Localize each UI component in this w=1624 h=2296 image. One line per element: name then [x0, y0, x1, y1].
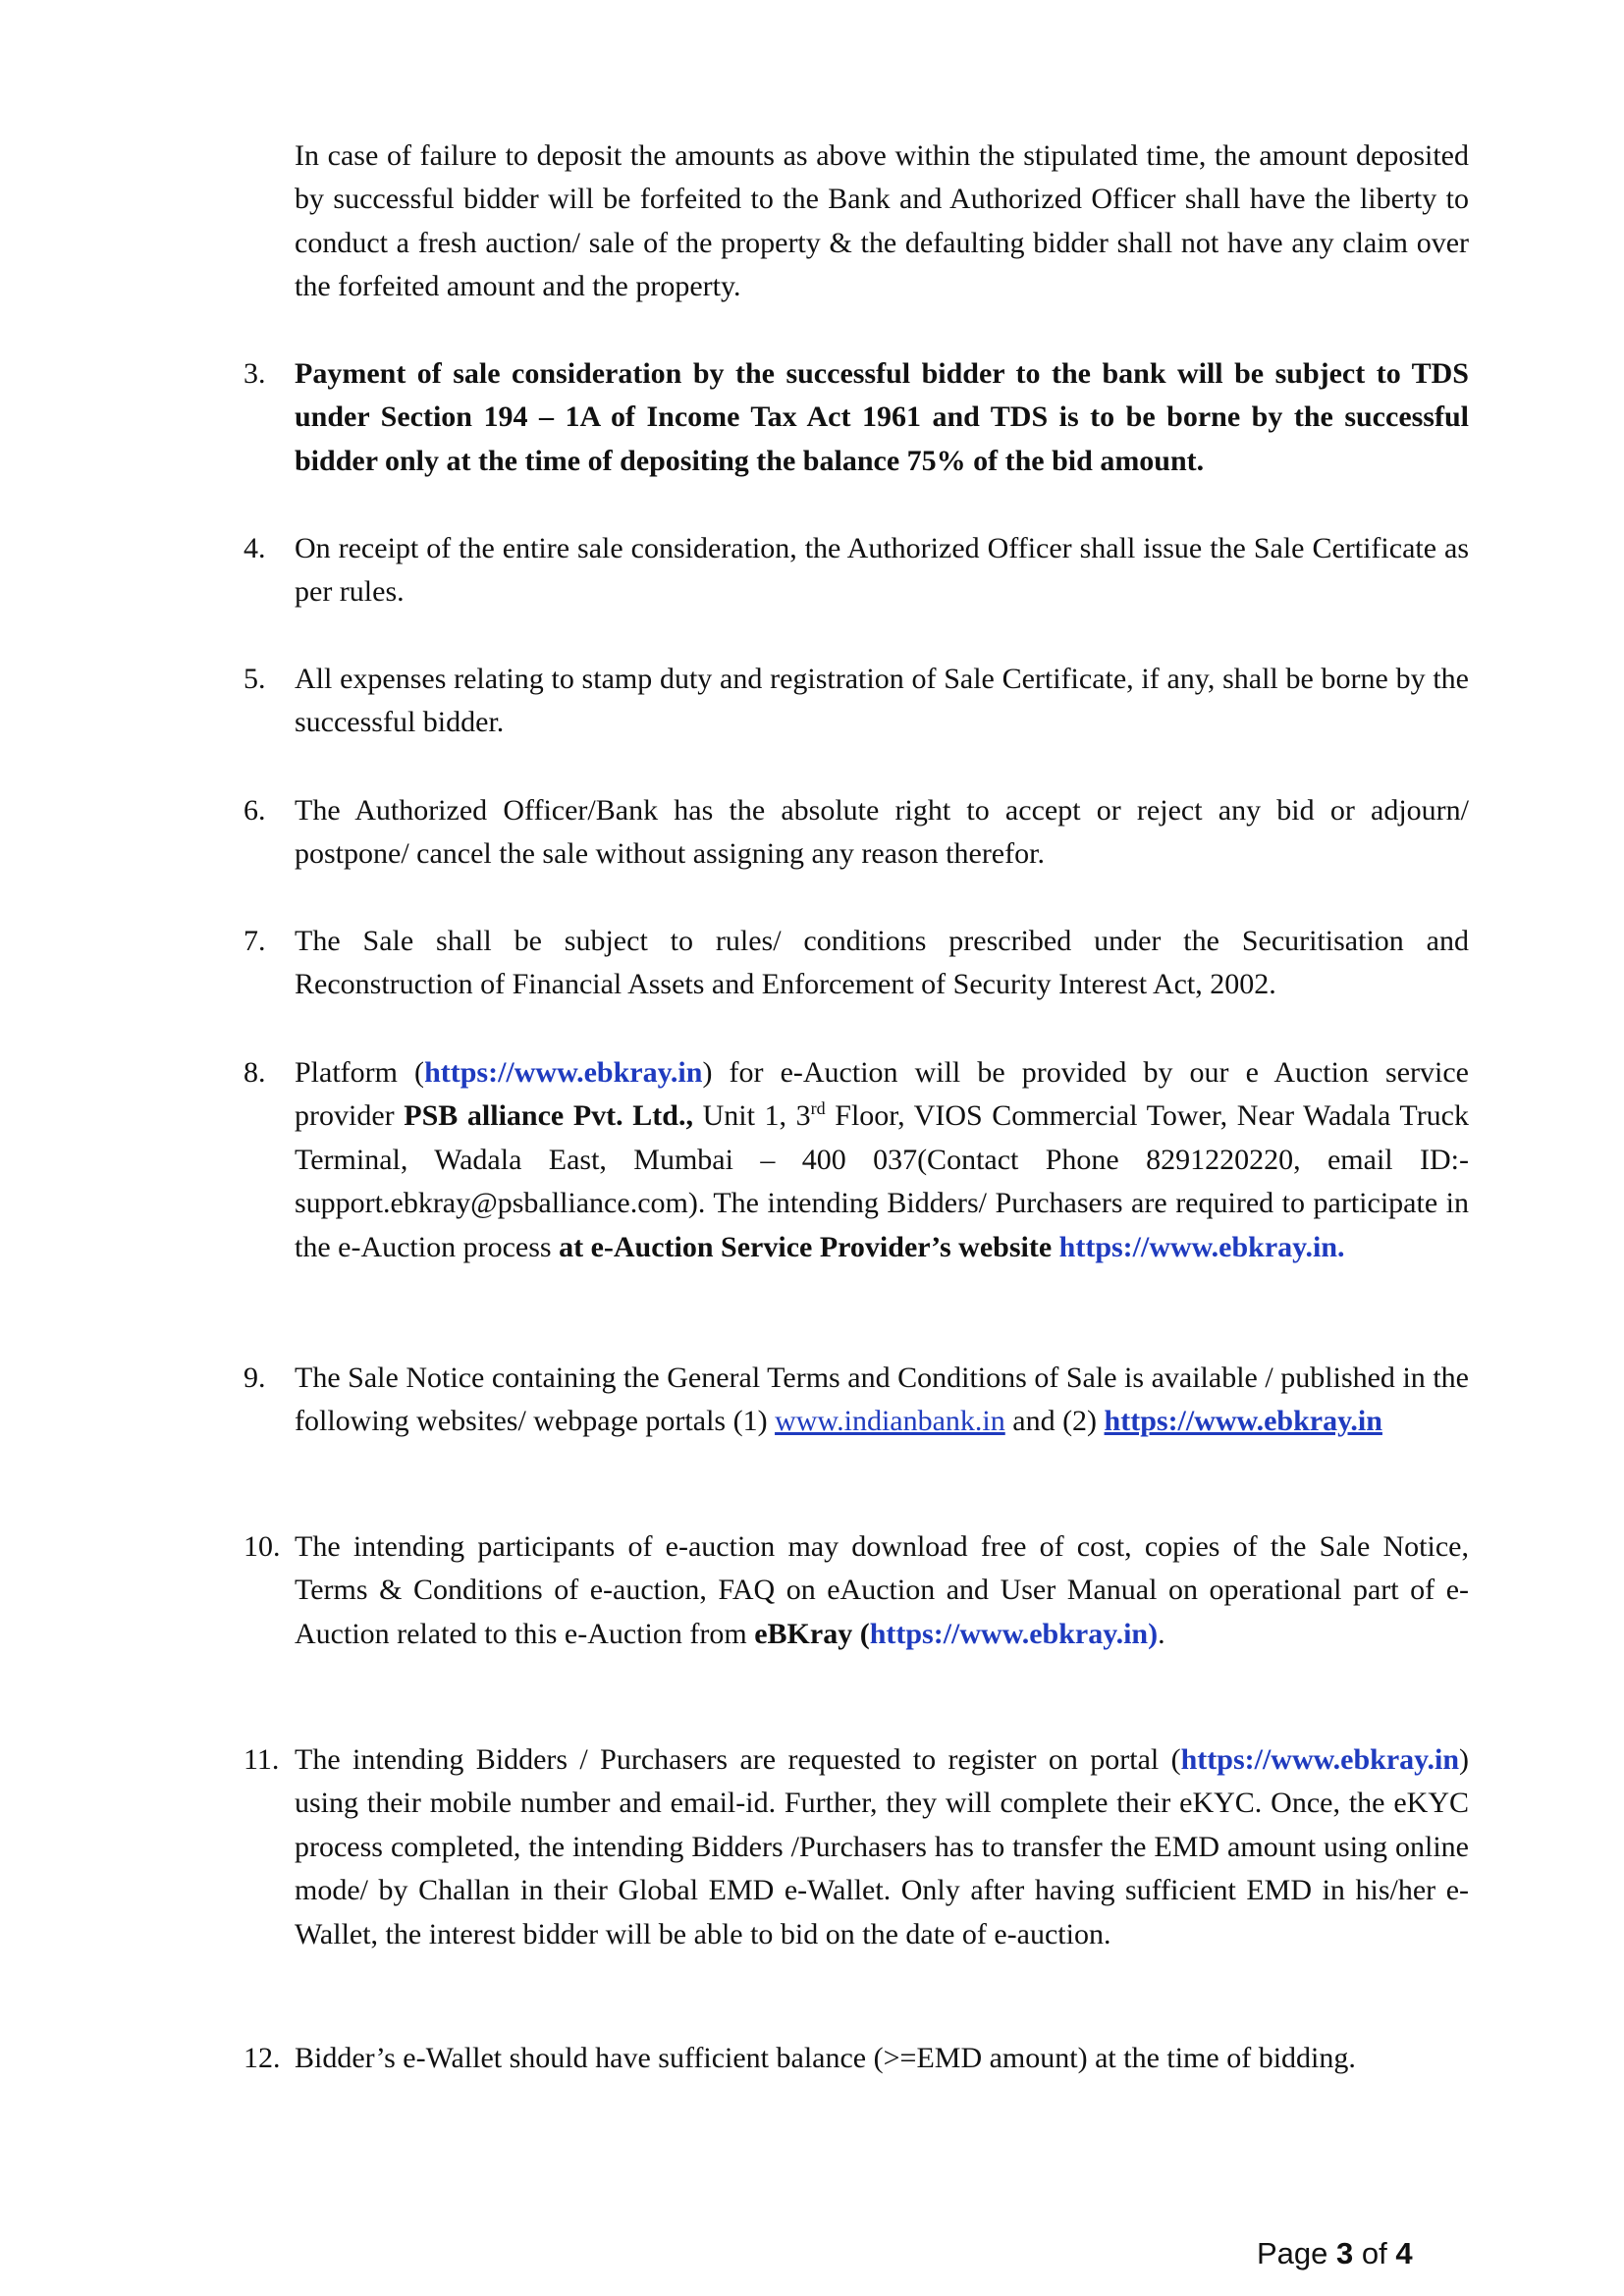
- ebkray-link[interactable]: https://www.ebkray.in: [424, 1056, 703, 1089]
- item-text: Payment of sale consideration by the successful bidder to the bank will be subject to TDS under Section 194 – 1A of Income Tax Act 1961 and TDS is to be borne by the successful bidder only at the time of depositing the balance 75% of the bid amount.: [295, 357, 1469, 477]
- text-run: The intending participants of e-auction may download free of cost, copies of the Sale Notice, Terms & Conditions of e-auction, FAQ on eAuction and User Manual on operational part of e-Auction related to this e-Auction from: [295, 1530, 1469, 1650]
- intro-text: In case of failure to deposit the amounts as above within the stipulated time, the amount deposited by successful bidder will be forfeited to the Bank and Authorized Officer shall have the liberty to conduct a fresh auction/ sale of the property & the defaulting bidder shall not have any claim over the forfeited amount and the property.: [295, 139, 1469, 303]
- ordinal-suffix: rd: [810, 1098, 826, 1119]
- item-text: All expenses relating to stamp duty and registration of Sale Certificate, if any, shall be borne by the successful bidder.: [295, 663, 1469, 739]
- item-text: On receipt of the entire sale consideration, the Authorized Officer shall issue the Sale Certificate as per rules.: [295, 532, 1469, 609]
- total-pages: 4: [1395, 2236, 1413, 2270]
- item-number: 3.: [244, 357, 266, 390]
- text-run: [1052, 1231, 1059, 1263]
- text-run: The Sale Notice containing the General Terms and Conditions of Sale is available / published in the following websites/ webpage portals (1): [295, 1362, 1469, 1438]
- item-number: 4.: [244, 532, 266, 564]
- item-number: 12.: [244, 2042, 281, 2074]
- intro-paragraph: [295, 134, 1469, 309]
- list-item-10: [244, 1525, 1469, 1656]
- text-run: Unit 1, 3: [692, 1099, 811, 1133]
- bold-text: at e-Auction Service Provider’s website: [559, 1230, 1053, 1263]
- text-run: ) for e-Auction will be provided by our e Auction service provider: [295, 1056, 1469, 1133]
- page-number: [1257, 2234, 1413, 2273]
- current-page: 3: [1336, 2236, 1354, 2270]
- text-run: ) using their mobile number and email-id. Further, they will complete their eKYC. Once, the eKYC process completed, the intending Bidders /Purchasers has to transfer the EMD amount using online mode/ by Challan in their Global EMD e-Wallet. Only after having sufficient EMD in his/her e-Wallet, the interest bidder will be able to bid on the date of e-auction.: [295, 1743, 1469, 1950]
- item-text: [295, 1525, 1469, 1656]
- ebkray-link[interactable]: https://www.ebkray.in): [869, 1617, 1159, 1650]
- text-run: The intending Bidders / Purchasers are requested to register on portal (: [295, 1743, 1181, 1776]
- text-run: Floor, VIOS Commercial Tower, Near Wadala Truck Terminal, Wadala East, Mumbai – 400 037(Contact Phone 8291220220, email ID:- support.ebkray@psballiance.com). The intending Bidders/ Purchasers are required to participate in the e-Auction process: [295, 1099, 1469, 1263]
- item-number: 5.: [244, 663, 266, 695]
- text-run: Platform (: [295, 1056, 425, 1089]
- list-item-12: [244, 2037, 1469, 2080]
- list-item-7: [244, 920, 1469, 1007]
- ebkray-link[interactable]: https://www.ebkray.in: [1104, 1405, 1382, 1438]
- ebkray-link[interactable]: https://www.ebkray.in.: [1058, 1230, 1345, 1263]
- ebkray-link[interactable]: https://www.ebkray.in: [1180, 1743, 1459, 1776]
- item-text: [295, 1051, 1469, 1269]
- text-run: .: [1158, 1617, 1165, 1650]
- paren-open: (: [852, 1617, 870, 1650]
- page-word: Page: [1257, 2236, 1328, 2270]
- list-item-9: [244, 1357, 1469, 1444]
- ebkray-name: eBKray: [754, 1617, 853, 1650]
- item-text: [295, 1357, 1469, 1444]
- list-item-6: [244, 789, 1469, 877]
- list-item-3: [244, 352, 1469, 483]
- indianbank-link[interactable]: www.indianbank.in: [775, 1405, 1005, 1438]
- list-item-5: [244, 658, 1469, 745]
- item-number: 6.: [244, 794, 266, 827]
- item-number: 9.: [244, 1362, 266, 1394]
- item-text: The Sale shall be subject to rules/ conditions prescribed under the Securitisation and Reconstruction of Financial Assets and Enforcement of Security Interest Act, 2002.: [295, 925, 1469, 1001]
- item-text: Bidder’s e-Wallet should have sufficient balance (>=EMD amount) at the time of bidding.: [295, 2042, 1356, 2074]
- provider-name: PSB alliance Pvt. Ltd.,: [404, 1099, 693, 1133]
- item-text: [295, 1738, 1469, 1956]
- list-item-11: [244, 1738, 1469, 1956]
- item-text: The Authorized Officer/Bank has the absolute right to accept or reject any bid or adjourn/ postpone/ cancel the sale without assigning any reason therefor.: [295, 794, 1469, 871]
- item-number: 7.: [244, 925, 266, 957]
- list-item-4: [244, 527, 1469, 614]
- text-run: and (2): [1004, 1405, 1105, 1438]
- item-number: 10.: [244, 1530, 281, 1563]
- of-word: of: [1361, 2236, 1387, 2270]
- list-item-8: [244, 1051, 1469, 1269]
- item-number: 11.: [244, 1743, 280, 1776]
- item-number: 8.: [244, 1056, 266, 1089]
